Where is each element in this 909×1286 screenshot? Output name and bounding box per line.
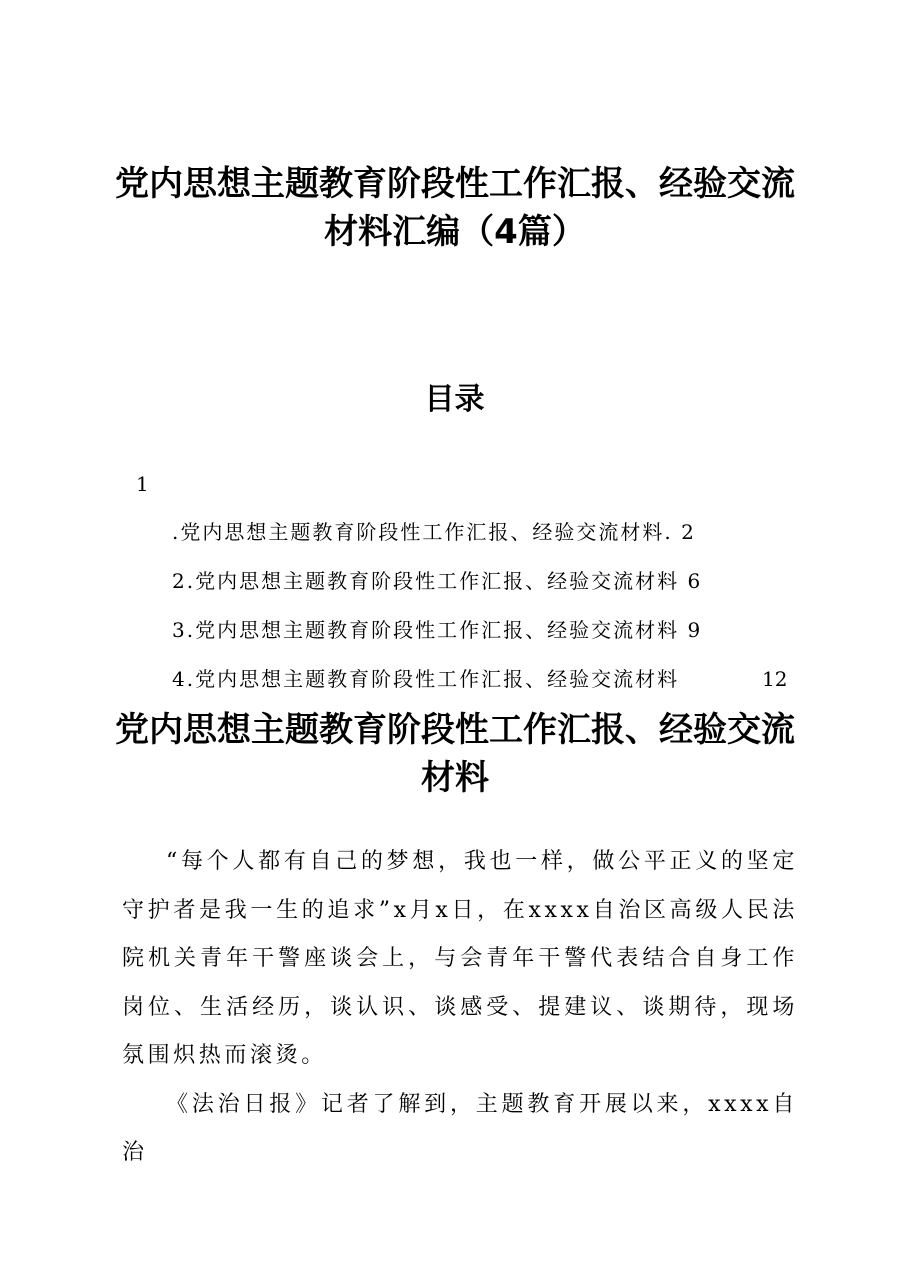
toc-item-page: 12	[762, 667, 788, 691]
toc-heading: 目录	[424, 382, 485, 417]
toc-prefix-number: 1	[136, 472, 149, 496]
toc-item[interactable]	[172, 611, 812, 660]
toc-item-page: 9	[687, 618, 701, 642]
toc-item-label: 4.党内思想主题教育阶段性工作汇报、经验交流材料	[172, 667, 680, 691]
body-paragraph: “每个人都有自己的梦想，我也一样，做公平正义的坚定守护者是我一生的追求”x月x日，在xxxx自治区高级人民法院机关青年干警座谈会上，与会青年干警代表结合自身工作岗位、生活经历，谈认识、谈感受、提建议、谈期待，现场氛围炽热而滚烫。	[122, 849, 798, 1068]
toc-item[interactable]	[172, 562, 812, 611]
toc-item-label: 3.党内思想主题教育阶段性工作汇报、经验交流材料	[172, 618, 680, 642]
toc-item-page: 2	[681, 520, 694, 544]
article-title: 党内思想主题教育阶段性工作汇报、经验交流材料	[115, 710, 795, 798]
toc-item-label: .党内思想主题教育阶段性工作汇报、经验交流材料.	[172, 520, 673, 544]
toc-item-label: 2.党内思想主题教育阶段性工作汇报、经验交流材料	[172, 569, 680, 593]
toc-item[interactable]	[172, 660, 812, 709]
toc-item-page: 6	[687, 569, 701, 593]
toc-item[interactable]	[172, 513, 812, 562]
body-paragraph: 《法治日报》记者了解到，主题教育开展以来，xxxx自治	[122, 1091, 798, 1165]
article-body	[122, 838, 798, 1178]
main-title: 党内思想主题教育阶段性工作汇报、经验交流材料汇编（4篇）	[115, 164, 795, 252]
table-of-contents	[172, 513, 812, 709]
